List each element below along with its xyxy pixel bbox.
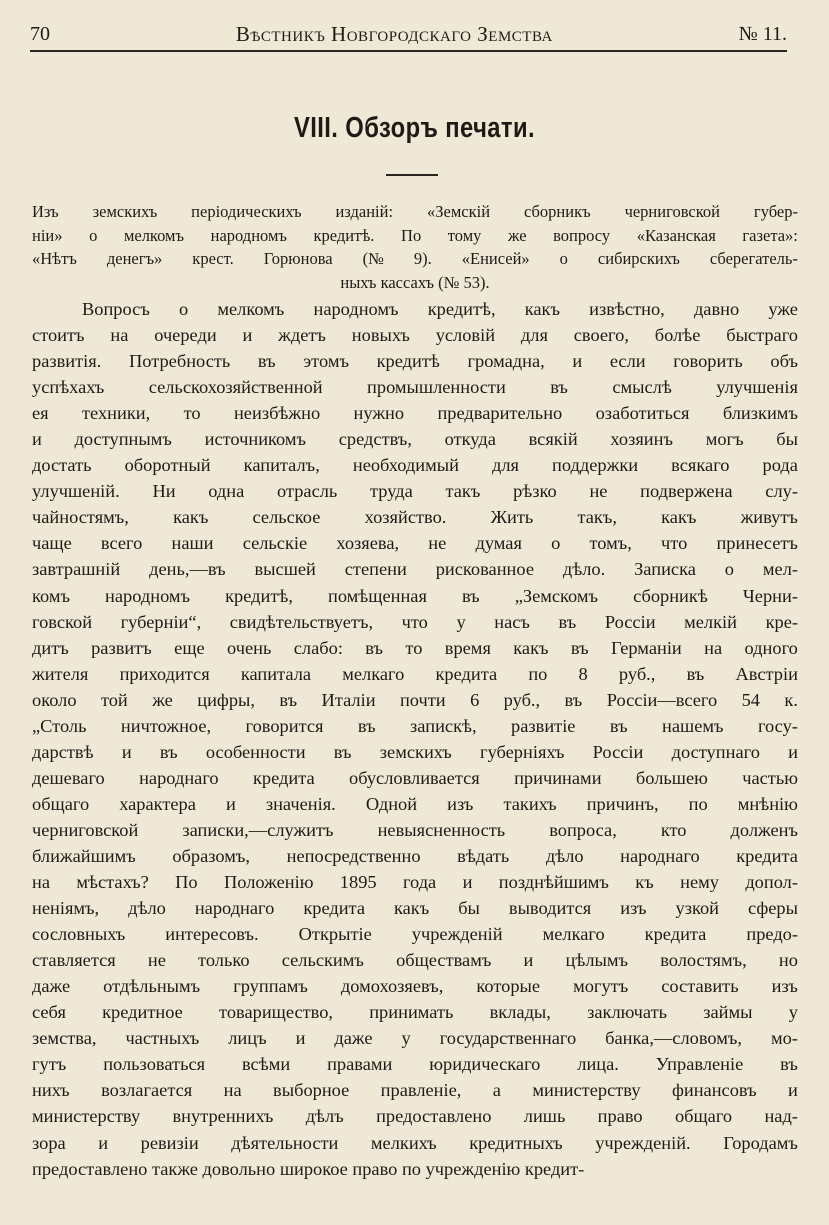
text-line: ея техники, то неизбѣжно нужно предварительно озаботиться близкимъ [32, 403, 798, 424]
text-line: себя кредитное товарищество, принимать вклады, заключать займы у [32, 1002, 798, 1023]
text-line: ставляется не только сельскимъ обществамъ и цѣлымъ волостямъ, но [32, 950, 798, 971]
title-divider [386, 174, 438, 176]
text-line: нихъ возлагается на выборное правленіе, а министерству финансовъ и [32, 1080, 798, 1101]
text-line: „Столь ничтожное, говорится въ запискѣ, развитіе въ нашемъ госу- [32, 715, 798, 736]
abstract-line: Изъ земскихъ періодическихъ изданій: «Земскій сборникъ черниговской губер- [32, 202, 798, 221]
text-line: чайностямъ, какъ сельское хозяйство. Жить такъ, какъ живутъ [32, 507, 798, 528]
text-line: достать оборотный капиталъ, необходимый для поддержки всякаго рода [32, 455, 798, 476]
article-body [32, 296, 798, 1182]
text-line: ближайшимъ образомъ, непосредственно вѣдать дѣло народнаго кредита [32, 845, 798, 866]
page-number: 70 [30, 22, 50, 45]
text-line: зора и ревизіи дѣятельности мелкихъ кредитныхъ учрежденій. Городамъ [32, 1132, 798, 1153]
text-line: комъ народномъ кредитѣ, помѣщенная въ „Земскомъ сборникѣ Черни- [32, 585, 798, 606]
text-line: гутъ пользоваться всѣми правами юридическаго лица. Управленіе въ [32, 1054, 798, 1075]
text-line: дитъ развитъ еще очень слабо: въ то время какъ въ Германіи на одного [32, 637, 798, 658]
text-line: Вопросъ о мелкомъ народномъ кредитѣ, какъ извѣстно, давно уже [82, 299, 798, 319]
running-header [30, 18, 787, 52]
text-line: министерству внутреннихъ дѣлъ предоставлено лишь право общаго над- [32, 1106, 798, 1127]
text-line: предоставлено также довольно широкое право по учрежденію кредит- [32, 1158, 585, 1179]
section-abstract [32, 200, 798, 294]
abstract-line: ныхъ кассахъ (№ 53). [340, 272, 490, 292]
text-line: стоитъ на очереди и ждетъ новыхъ условій для своего, болѣе быстраго [32, 325, 798, 346]
text-line: дарствѣ и въ особенности въ земскихъ губерніяхъ Россіи доступнаго и [32, 741, 798, 762]
text-line: на мѣстахъ? По Положенію 1895 года и позднѣйшимъ къ нему допол- [32, 872, 798, 893]
text-line: общаго характера и значенія. Одной изъ такихъ причинъ, по мнѣнію [32, 793, 798, 814]
journal-title: Вѣстникъ Новгородскаго Земства [235, 21, 553, 46]
abstract-line: ніи» о мелкомъ народномъ кредитѣ. По тому же вопросу «Казанская газета»: [32, 225, 798, 245]
text-line: развитія. Потребность въ этомъ кредитѣ громадна, и если говорить объ [32, 351, 798, 372]
text-line: даже отдѣльнымъ группамъ домохозяевъ, которые могутъ составить изъ [32, 976, 798, 997]
text-line: дешеваго народнаго кредита обусловливается причинами большею частью [32, 767, 798, 788]
text-line: успѣхахъ сельскохозяйственной промышленности въ смыслѣ улучшенія [32, 377, 798, 398]
text-line: около той же цифры, въ Италіи почти 6 руб., въ Россіи—всего 54 к. [32, 689, 798, 710]
text-line: завтрашній день,—въ высшей степени рискованное дѣло. Записка о мел- [32, 559, 798, 580]
text-line: сословныхъ интересовъ. Открытіе учрежденій мелкаго кредита предо- [32, 924, 798, 945]
text-line: черниговской записки,—служитъ невыясненность вопроса, кто долженъ [32, 819, 798, 840]
text-line: земства, частныхъ лицъ и даже у государственнаго банка,—словомъ, мо- [32, 1028, 798, 1049]
text-line: чаще всего наши сельскіе хозяева, не думая о томъ, что принесетъ [32, 533, 798, 554]
text-line: улучшеній. Ни одна отрасль труда такъ рѣзко не подвержена слу- [32, 481, 798, 502]
text-line: жителя приходится капитала мелкаго кредита по 8 руб., въ Австріи [32, 663, 798, 684]
issue-number: № 11. [738, 22, 787, 45]
text-line: неніямъ, дѣло народнаго кредита какъ бы выводится изъ узкой сферы [32, 898, 798, 919]
text-line: и доступнымъ источникомъ средствъ, откуда всякій хозяинъ могъ бы [32, 429, 798, 450]
section-title: VIII. Обзоръ печати. [293, 112, 536, 144]
abstract-line: «Нѣтъ денегъ» крест. Горюнова (№ 9). «Енисей» о сибирскихъ сберегатель- [32, 249, 798, 268]
text-line: говской губерніи“, свидѣтельствуетъ, что у насъ въ Россіи мелкій кре- [32, 611, 798, 632]
